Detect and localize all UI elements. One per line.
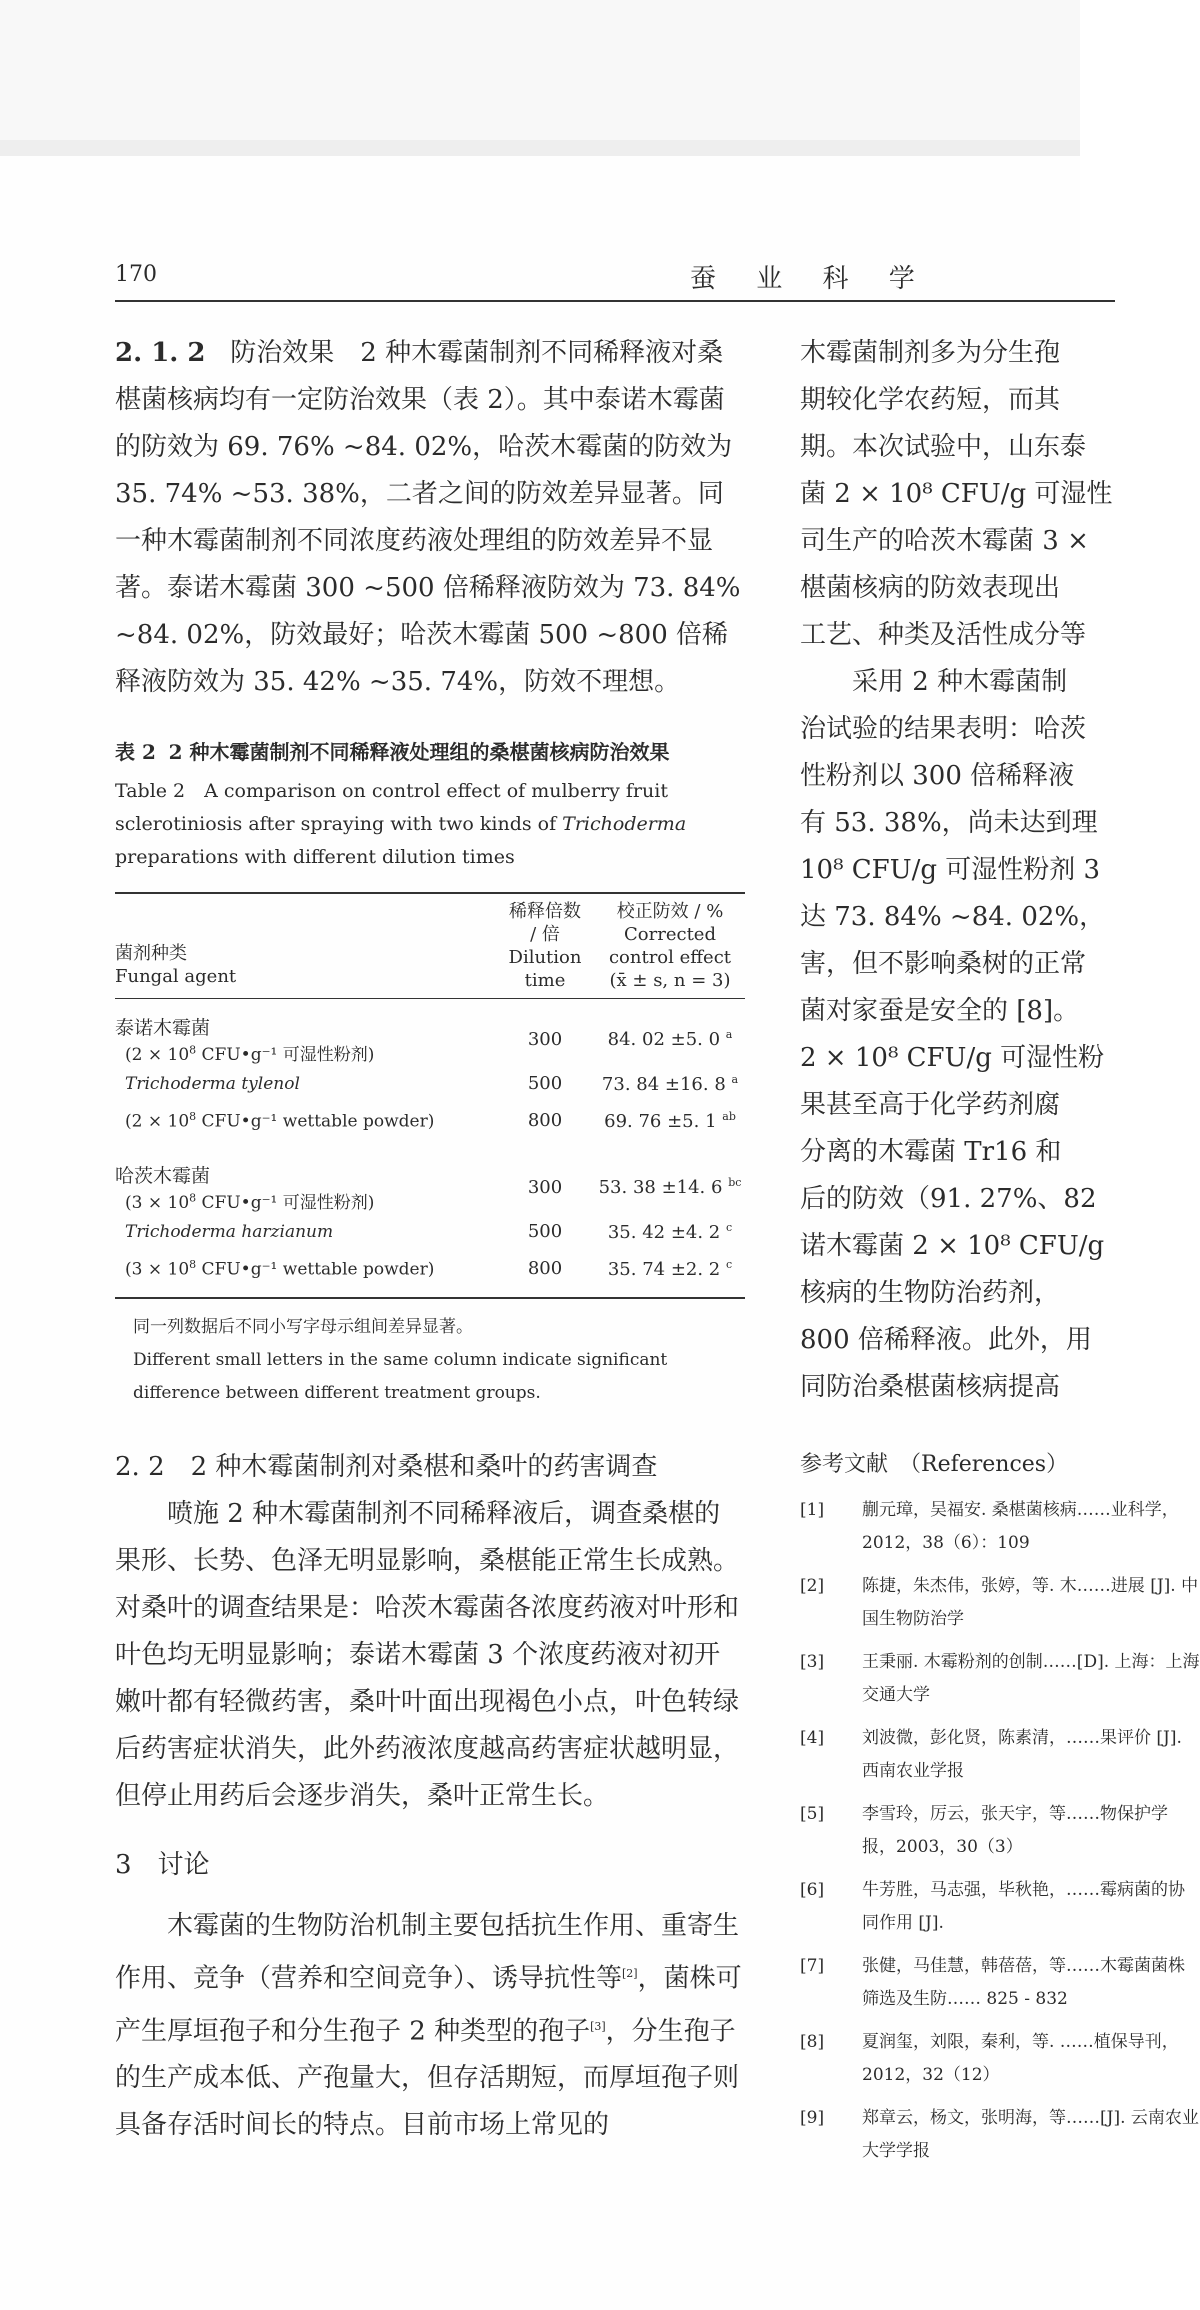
effect-mark: bc (728, 1176, 742, 1189)
agent-sub-cn-b: CFU•g⁻¹ 可湿性粉剂) (196, 1045, 375, 1065)
ref-text: 郑章云，杨文，张明海，等……[J]. 云南农业大学学报 (862, 2108, 1199, 2161)
reference-item (800, 1798, 1200, 1864)
table-row (115, 1102, 745, 1139)
section-2-1-2-body: 防治效果 2 种木霉菌制剂不同稀释液对桑椹菌核病均有一定防治效果（表 2）。其中泰诺木霉菌的防效为 69. 76% ~84. 02%，哈茨木霉菌的防效为 35. 74% ~53. 38%，二者之间的防效差异显著。同一种木霉菌制剂不同浓度药液处理组的防效差异不显著。泰诺木霉菌 300 ~500 倍稀释液防效为 73. 84% ~84. 02%，防效最好；哈茨木霉菌 500 ~800 倍稀释液防效为 35. 42% ~35. 74%，防效不理想。 (115, 338, 741, 697)
right-line: 期。本次试验中，山东泰 (800, 432, 1087, 462)
effect-value: 35. 42 ±4. 2 (607, 1221, 721, 1243)
right-line: 分离的木霉菌 Tr16 和 (800, 1137, 1062, 1167)
agent-sub-en-b: CFU•g⁻¹ wettable powder) (196, 1111, 435, 1132)
agent-sub-cn (115, 1188, 495, 1213)
col-fungal-agent-header (115, 893, 495, 999)
right-line: 达 73. 84% ~84. 02%， (800, 902, 1106, 932)
effect-value: 73. 84 ±16. 8 (601, 1073, 726, 1095)
ref-text: 刘波微，彭化贤，陈素清，……果评价 [J]. 西南农业学报 (862, 1728, 1182, 1781)
col2-line2: / 倍 (530, 924, 560, 945)
agent-sub-en-b: CFU•g⁻¹ wettable powder) (196, 1259, 435, 1280)
references-title: 参考文献 （References） (800, 1452, 1069, 1477)
agent-sub-en-a: (3 × 10 (125, 1259, 190, 1280)
right-line: 性粉剂以 300 倍稀释液 (800, 761, 1075, 791)
effect-cell (595, 1065, 745, 1102)
right-line: 10⁸ CFU/g 可湿性粉剂 3 (800, 855, 1101, 885)
table-row (115, 1213, 745, 1250)
effect-mark: a (731, 1072, 739, 1086)
col3-line1: 校正防效 / % (616, 901, 724, 922)
ref-num: [3] (800, 1652, 825, 1672)
col3-line3: control effect (608, 947, 732, 968)
right-line: 椹菌核病的防效表现出 (800, 573, 1061, 603)
right-line: 有 53. 38%，尚未达到理 (800, 808, 1098, 838)
right-column (800, 330, 1200, 2178)
agent-name: 哈茨木霉菌 (115, 1165, 211, 1187)
right-line: 害，但不影响桑树的正常 (800, 949, 1087, 979)
right-line: 后的防效（91. 27%、82 (800, 1184, 1097, 1214)
reference-item (800, 1722, 1200, 1788)
col-effect-header (595, 893, 745, 999)
table-row (115, 999, 745, 1066)
ref-text: 夏润玺，刘限，秦利，等. ……植保导刊，2012，32（12） (862, 2032, 1179, 2085)
agent-sub-en-sup: 8 (189, 1109, 197, 1123)
right-line: 司生产的哈茨木霉菌 3 × (800, 526, 1089, 556)
agent-sub-latin: Trichoderma tylenol (125, 1073, 300, 1094)
reference-item (800, 1874, 1200, 1940)
citation-2: [2] (622, 1967, 638, 1980)
right-line: 治试验的结果表明：哈茨 (800, 714, 1087, 744)
right-line: 工艺、种类及活性成分等 (800, 620, 1087, 650)
effect-mark: c (725, 1220, 733, 1234)
top-blank-area (0, 0, 1080, 140)
header-rule (115, 300, 1115, 302)
reference-item (800, 1570, 1200, 1636)
table-header-row (115, 893, 745, 999)
col1-en: Fungal agent (115, 966, 237, 987)
effect-mark: c (725, 1257, 733, 1271)
col3-line2: Corrected (624, 924, 716, 945)
agent-sub-cn-sup: 8 (189, 1191, 197, 1205)
section-3-body-b: ，菌株可产生厚垣孢子和分生孢子 2 种类型的孢子 (115, 1963, 742, 2047)
page-number: 170 (115, 262, 157, 287)
right-line: 菌 2 × 10⁸ CFU/g 可湿性 (800, 479, 1113, 509)
effect-mark: a (725, 1028, 733, 1041)
reference-item (800, 1494, 1200, 1560)
table-row (115, 1065, 745, 1102)
right-line: 800 倍稀释液。此外，用 (800, 1325, 1092, 1355)
dilution-cell: 300 (527, 1028, 563, 1050)
ref-num: [9] (800, 2108, 825, 2128)
section-3-body-c: ，分生孢子的生产成本低、产孢量大，但存活期短，而厚垣孢子则具备存活时间长的特点。目前市场上常见的 (115, 2016, 740, 2141)
section-2-2-title: 2. 2 2 种木霉菌制剂对桑椹和桑叶的药害调查 (115, 1452, 658, 1482)
ref-text: 牛芳胜，马志强，毕秋艳，……霉病菌的协同作用 [J]. (862, 1880, 1185, 1933)
agent-sub-cn (115, 1040, 495, 1065)
reference-item (800, 1646, 1200, 1712)
right-paragraph-b (800, 659, 1200, 1411)
right-line: 诺木霉菌 2 × 10⁸ CFU/g (800, 1231, 1105, 1261)
agent-sub-en (115, 1110, 495, 1132)
ref-num: [4] (800, 1728, 825, 1748)
right-line: 核病的生物防治药剂， (800, 1278, 1061, 1308)
journal-title: 蚕 业 科 学 (690, 264, 931, 294)
col2-line4: time (524, 970, 566, 991)
agent-cell (115, 1139, 495, 1213)
table-row (115, 1139, 745, 1213)
table-2-caption-cn (115, 736, 745, 769)
effect-cell (595, 1139, 745, 1213)
effect-cell (595, 1213, 745, 1250)
agent-sub-latin: Trichoderma harzianum (125, 1221, 334, 1242)
col1-cn: 菌剂种类 (115, 943, 187, 964)
dilution-cell: 300 (527, 1176, 563, 1198)
agent-sub-en-sup: 8 (189, 1257, 197, 1271)
agent-sub-cn-sup: 8 (189, 1043, 197, 1057)
dilution-cell: 800 (527, 1258, 563, 1279)
effect-value: 69. 76 ±5. 1 (604, 1110, 717, 1132)
section-2-1-2-number: 2. 1. 2 (115, 338, 206, 368)
ref-num: [2] (800, 1576, 825, 1596)
agent-sub-en-a: (2 × 10 (125, 1111, 190, 1132)
caption-en-part1: Table 2 A comparison on control effect of mulberry fruit sclerotiniosis after spraying with two kinds of (115, 780, 668, 835)
agent-cell (115, 999, 495, 1066)
agent-name: 泰诺木霉菌 (115, 1017, 211, 1039)
table-2-title-cn: 2 种木霉菌制剂不同稀释液处理组的桑椹菌核病防治效果 (168, 740, 670, 764)
agent-cell (115, 1213, 495, 1250)
effect-mark: ab (722, 1109, 736, 1123)
ref-num: [7] (800, 1956, 825, 1976)
table-2 (115, 892, 745, 1299)
ref-text: 陈捷，朱杰伟，张婷，等. 木……进展 [J]. 中国生物防治学 (862, 1576, 1199, 1629)
caption-en-part2: preparations with different dilution times (115, 846, 515, 868)
ref-text: 李雪玲，厉云，张天宇，等……物保护学报，2003，30（3） (862, 1804, 1168, 1857)
reference-item (800, 2026, 1200, 2092)
col-dilution-header (495, 893, 595, 999)
right-line: 采用 2 种木霉菌制 (852, 667, 1068, 697)
citation-3: [3] (590, 2019, 606, 2033)
dilution-cell: 500 (527, 1221, 563, 1242)
dilution-cell: 500 (527, 1073, 563, 1094)
agent-sub-en (115, 1258, 495, 1280)
dilution-cell: 800 (527, 1110, 563, 1131)
section-3-body (115, 1903, 745, 2149)
col2-line3: Dilution (508, 947, 582, 968)
top-divider-strip (0, 140, 1080, 156)
effect-value: 84. 02 ±5. 0 (607, 1029, 721, 1050)
ref-text: 王秉丽. 木霉粉剂的创制……[D]. 上海：上海交通大学 (862, 1652, 1200, 1705)
right-line: 同防治桑椹菌核病提高 (800, 1372, 1061, 1402)
effect-cell (595, 1250, 745, 1298)
ref-num: [5] (800, 1804, 825, 1824)
effect-cell (595, 999, 745, 1066)
section-2-2-body: 喷施 2 种木霉菌制剂不同稀释液后，调查桑椹的果形、长势、色泽无明显影响，桑椹能正常生长成熟。对桑叶的调查结果是：哈茨木霉菌各浓度药液对叶形和叶色均无明显影响；泰诺木霉菌 3 个浓度药液对初开嫩叶都有轻微药害，桑叶叶面出现褐色小点，叶色转绿后药害症状消失，此外药液浓度越高药害症状越明显，但停止用药后会逐步消失，桑叶正常生长。 (115, 1499, 740, 1811)
right-line: 木霉菌制剂多为分生孢 (800, 338, 1061, 368)
effect-value: 35. 74 ±2. 2 (607, 1258, 721, 1280)
section-3-body-a: 木霉菌的生物防治机制主要包括抗生作用、重寄生作用、竞争（营养和空间竞争）、诱导抗性等 (115, 1911, 740, 1994)
ref-num: [6] (800, 1880, 825, 1900)
caption-en-italic: Trichoderma (562, 813, 687, 835)
agent-cell (115, 1065, 495, 1102)
reference-item (800, 2102, 1200, 2168)
right-paragraph-a (800, 330, 1200, 659)
right-line: 果甚至高于化学药剂腐 (800, 1090, 1061, 1120)
ref-text: 张健，马佳慧，韩蓓蓓，等……木霉菌菌株筛选及生防…… 825 - 832 (862, 1956, 1185, 2009)
left-column (115, 330, 745, 2149)
table-note-cn: 同一列数据后不同小写字母示组间差异显著。 (133, 1317, 473, 1337)
section-2-1-2 (115, 330, 745, 706)
agent-cell (115, 1250, 495, 1298)
table-2-caption-en (115, 775, 745, 874)
col3-line4: (x̄ ± s, n = 3) (609, 970, 731, 991)
agent-cell (115, 1102, 495, 1139)
agent-sub-cn-b: CFU•g⁻¹ 可湿性粉剂) (196, 1193, 375, 1213)
table-2-label: 表 2 (115, 740, 156, 764)
ref-num: [1] (800, 1500, 825, 1520)
col2-line1: 稀释倍数 (509, 901, 581, 922)
agent-sub-cn-a: (2 × 10 (125, 1045, 190, 1065)
ref-num: [8] (800, 2032, 825, 2052)
ref-text: 蒯元璋，吴福安. 桑椹菌核病……业科学，2012，38（6）：109 (862, 1500, 1179, 1553)
effect-value: 53. 38 ±14. 6 (598, 1177, 723, 1198)
right-line: 期较化学农药短，而其 (800, 385, 1061, 415)
right-line: 菌对家蚕是安全的 [8]。 (800, 996, 1080, 1026)
right-line: 2 × 10⁸ CFU/g 可湿性粉 (800, 1043, 1105, 1073)
table-note-en: Different small letters in the same column indicate significant difference between different treatment groups. (133, 1350, 668, 1403)
reference-item (800, 1950, 1200, 2016)
effect-cell (595, 1102, 745, 1139)
section-3-title: 3 讨论 (115, 1850, 210, 1880)
agent-sub-cn-a: (3 × 10 (125, 1193, 190, 1213)
table-row (115, 1250, 745, 1298)
